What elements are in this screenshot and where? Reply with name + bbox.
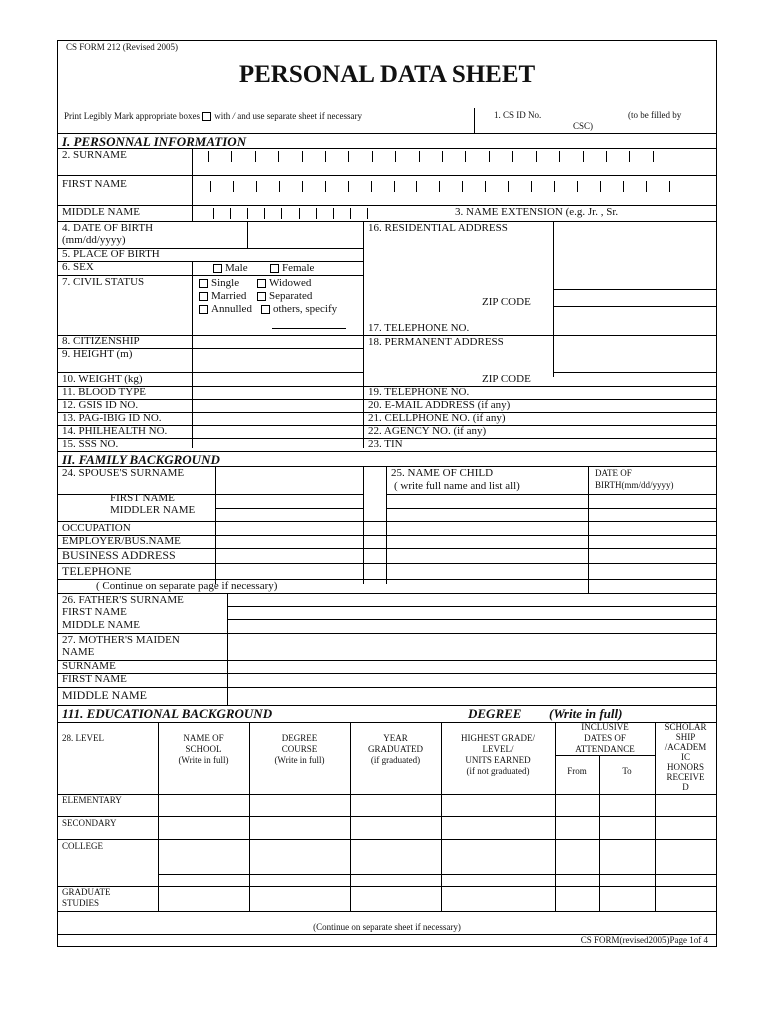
sex-female-option[interactable]: [270, 263, 314, 274]
level-graduate-2: STUDIES: [62, 898, 100, 908]
checkbox-icon: [202, 112, 211, 121]
widowed-label: Widowed: [269, 277, 312, 289]
divider: [227, 606, 716, 607]
level-secondary: SECONDARY: [62, 818, 117, 828]
divider: [58, 673, 716, 674]
scholar-header-6: RECEIVE: [666, 772, 705, 782]
divider: [555, 755, 655, 756]
pagibig-label: 13. PAG-IBIG ID NO.: [62, 412, 162, 424]
checkbox-icon[interactable]: [213, 264, 222, 273]
child-name-note: ( write full name and list all): [394, 480, 520, 492]
sss-label: 15. SSS NO.: [62, 438, 119, 450]
divider: [599, 755, 600, 911]
dob-format: (mm/dd/yyyy): [62, 234, 126, 246]
instructions-text-2: with: [214, 111, 231, 121]
civil-status-label: 7. CIVIL STATUS: [62, 276, 145, 288]
civil-annulled-option[interactable]: [199, 304, 252, 315]
divider: [58, 911, 716, 912]
highest-header-3: UNITS EARNED: [465, 755, 531, 765]
mother-middle-name-label: MIDDLE NAME: [62, 688, 147, 702]
to-header: To: [622, 766, 632, 776]
separated-label: Separated: [269, 290, 313, 302]
single-label: Single: [211, 277, 240, 289]
slash-mark: /: [232, 111, 235, 121]
divider: [215, 508, 363, 509]
divider: [58, 521, 716, 522]
name-extension-label: 3. NAME EXTENSION (e.g. Jr. , Sr.: [455, 206, 619, 218]
divider: [588, 466, 589, 584]
divider: [58, 794, 716, 795]
cellphone-label: 21. CELLPHONE NO. (if any): [368, 412, 506, 424]
residential-address-label: 16. RESIDENTIAL ADDRESS: [368, 222, 508, 234]
scholar-header-5: HONORS: [666, 762, 704, 772]
page-title: PERSONAL DATA SHEET: [238, 61, 536, 88]
form-code: CS FORM 212 (Revised 2005): [66, 42, 179, 52]
divider: [363, 466, 364, 584]
philhealth-label: 14. PHILHEALTH NO.: [62, 425, 168, 437]
divider: [158, 874, 716, 875]
telephone-19-label: 19. TELEPHONE NO.: [368, 386, 470, 398]
child-name-label: 25. NAME OF CHILD: [391, 467, 494, 479]
divider: [588, 579, 589, 593]
sex-label: 6. SEX: [62, 261, 94, 273]
others-label: others, specify: [273, 303, 338, 315]
checkbox-icon[interactable]: [257, 279, 266, 288]
civil-single-option[interactable]: [199, 278, 239, 289]
middle-name-label: MIDDLE NAME: [62, 206, 140, 218]
checkbox-icon[interactable]: [199, 292, 208, 301]
divider: [386, 494, 716, 495]
level-header: 28. LEVEL: [62, 733, 104, 743]
civil-others-option[interactable]: [261, 304, 337, 315]
scholar-header-2: SHIP: [675, 732, 696, 742]
level-college: COLLEGE: [62, 841, 103, 851]
weight-label: 10. WEIGHT (kg): [62, 373, 143, 385]
occupation-label: OCCUPATION: [62, 522, 131, 534]
scholar-header-3: /ACADEM: [664, 742, 707, 752]
write-full-title: (Write in full): [549, 706, 623, 721]
dob-label: 4. DATE OF BIRTH: [62, 222, 154, 234]
divider: [58, 563, 716, 564]
spouse-middle-name-label: MIDDLER NAME: [110, 504, 196, 516]
father-surname-label: 26. FATHER'S SURNAME: [62, 594, 184, 606]
mother-maiden-label: 27. MOTHER'S MAIDEN: [62, 634, 180, 646]
telephone-17-label: 17. TELEPHONE NO.: [368, 322, 470, 334]
father-middle-name-label: MIDDLE NAME: [62, 619, 140, 631]
instructions-text-1: Print Legibly Mark appropriate boxes: [64, 111, 200, 121]
civil-married-option[interactable]: [199, 291, 246, 302]
father-first-name-label: FIRST NAME: [62, 606, 127, 618]
highest-header-2: LEVEL/: [482, 744, 514, 754]
highest-header-4: (if not graduated): [466, 766, 530, 776]
instructions: [64, 112, 362, 121]
level-elementary: ELEMENTARY: [62, 795, 122, 805]
divider: [553, 289, 716, 290]
checkbox-icon[interactable]: [270, 264, 279, 273]
year-header-2: GRADUATED: [368, 744, 423, 754]
divider: [58, 148, 716, 149]
section-personal-info-title: I. PERSONNAL INFORMATION: [62, 134, 247, 149]
family-continue-note: ( Continue on separate page if necessary): [96, 580, 278, 592]
page-footer: CS FORM(revised2005)Page 1of 4: [580, 935, 708, 945]
business-address-label: BUSINESS ADDRESS: [62, 548, 176, 562]
scholar-header-7: D: [682, 782, 689, 792]
divider: [58, 816, 716, 817]
divider: [227, 619, 716, 620]
email-label: 20. E-MAIL ADDRESS (if any): [368, 399, 511, 411]
checkbox-icon[interactable]: [261, 305, 270, 314]
instructions-text-3: and use separate sheet if necessary: [237, 111, 362, 121]
child-dob-label: DATE OF: [595, 468, 632, 478]
female-label: Female: [282, 262, 315, 274]
surname-char-boxes[interactable]: [208, 151, 654, 162]
cs-id-note: (to be filled by: [628, 110, 682, 120]
school-header-3: (Write in full): [178, 755, 229, 765]
level-graduate-1: GRADUATE: [62, 887, 111, 897]
height-label: 9. HEIGHT (m): [62, 348, 133, 360]
divider: [553, 221, 554, 377]
surname-label: 2. SURNAME: [62, 149, 127, 161]
education-continue-note: (Continue on separate sheet if necessary): [313, 922, 461, 932]
tin-label: 23. TIN: [368, 438, 403, 450]
cs-id-note-2: CSC): [573, 121, 594, 131]
inclusive-header-2: DATES OF: [584, 733, 626, 743]
scholar-header-1: SCHOLAR: [664, 722, 707, 732]
inclusive-header-1: INCLUSIVE: [581, 722, 629, 732]
divider: [553, 306, 716, 307]
divider: [227, 593, 228, 705]
place-of-birth-label: 5. PLACE OF BIRTH: [62, 248, 160, 260]
degree-header-2: COURSE: [281, 744, 318, 754]
spouse-telephone-label: TELEPHONE: [62, 564, 132, 578]
divider: [474, 108, 475, 133]
married-label: Married: [211, 290, 247, 302]
degree-header-3: (Write in full): [274, 755, 325, 765]
gsis-label: 12. GSIS ID NO.: [62, 399, 139, 411]
divider: [247, 221, 248, 248]
civil-widowed-option[interactable]: [257, 278, 311, 289]
annulled-label: Annulled: [211, 303, 252, 315]
divider: [58, 494, 363, 495]
school-header-1: NAME OF: [183, 733, 224, 743]
zip-code-label-2: ZIP CODE: [482, 373, 531, 385]
cs-id-label: 1. CS ID No.: [494, 110, 542, 120]
divider: [58, 839, 716, 840]
spouse-surname-label: 24. SPOUSE'S SURNAME: [62, 467, 185, 479]
zip-code-label: ZIP CODE: [482, 296, 531, 308]
mother-surname-label: SURNAME: [62, 660, 116, 672]
divider: [192, 148, 193, 221]
employer-label: EMPLOYER/BUS.NAME: [62, 535, 181, 547]
divider: [215, 466, 216, 584]
checkbox-icon[interactable]: [199, 279, 208, 288]
middle-name-char-boxes[interactable]: [213, 208, 368, 219]
divider: [58, 886, 716, 887]
divider: [386, 508, 716, 509]
male-label: Male: [225, 262, 248, 274]
sex-male-option[interactable]: [213, 263, 248, 274]
citizenship-label: 8. CITIZENSHIP: [62, 335, 140, 347]
school-header-2: SCHOOL: [185, 744, 222, 754]
permanent-address-label: 18. PERMANENT ADDRESS: [368, 336, 504, 348]
degree-header-1: DEGREE: [281, 733, 318, 743]
checkbox-icon[interactable]: [257, 292, 266, 301]
agency-label: 22. AGENCY NO. (if any): [368, 425, 487, 437]
inclusive-header-3: ATTENDANCE: [575, 744, 635, 754]
civil-separated-option[interactable]: [257, 291, 312, 302]
section-family-title: II. FAMILY BACKGROUND: [62, 452, 220, 467]
divider: [192, 261, 193, 448]
checkbox-icon[interactable]: [199, 305, 208, 314]
year-header-3: (if graduated): [370, 755, 421, 765]
mother-name-label: NAME: [62, 646, 95, 658]
divider: [553, 372, 716, 373]
others-specify-line[interactable]: [272, 328, 346, 329]
mother-first-name-label: FIRST NAME: [62, 673, 127, 685]
divider: [363, 438, 716, 439]
first-name-char-boxes[interactable]: [210, 181, 670, 192]
from-header: From: [567, 766, 587, 776]
degree-title: DEGREE: [468, 706, 522, 721]
divider: [58, 261, 363, 262]
highest-header-1: HIGHEST GRADE/: [460, 733, 536, 743]
spouse-first-name-label: FIRST NAME: [110, 492, 175, 504]
child-dob-format: BIRTH(mm/dd/yyyy): [595, 480, 674, 490]
first-name-label: FIRST NAME: [62, 178, 127, 190]
section-education-title: 111. EDUCATIONAL BACKGROUND: [62, 706, 273, 721]
scholar-header-4: IC: [681, 752, 690, 762]
divider: [58, 175, 716, 176]
divider: [58, 687, 716, 688]
divider: [58, 660, 716, 661]
personal-data-sheet-form: [57, 40, 717, 947]
divider: [386, 466, 387, 584]
year-header-1: YEAR: [383, 733, 408, 743]
blood-type-label: 11. BLOOD TYPE: [62, 386, 147, 398]
